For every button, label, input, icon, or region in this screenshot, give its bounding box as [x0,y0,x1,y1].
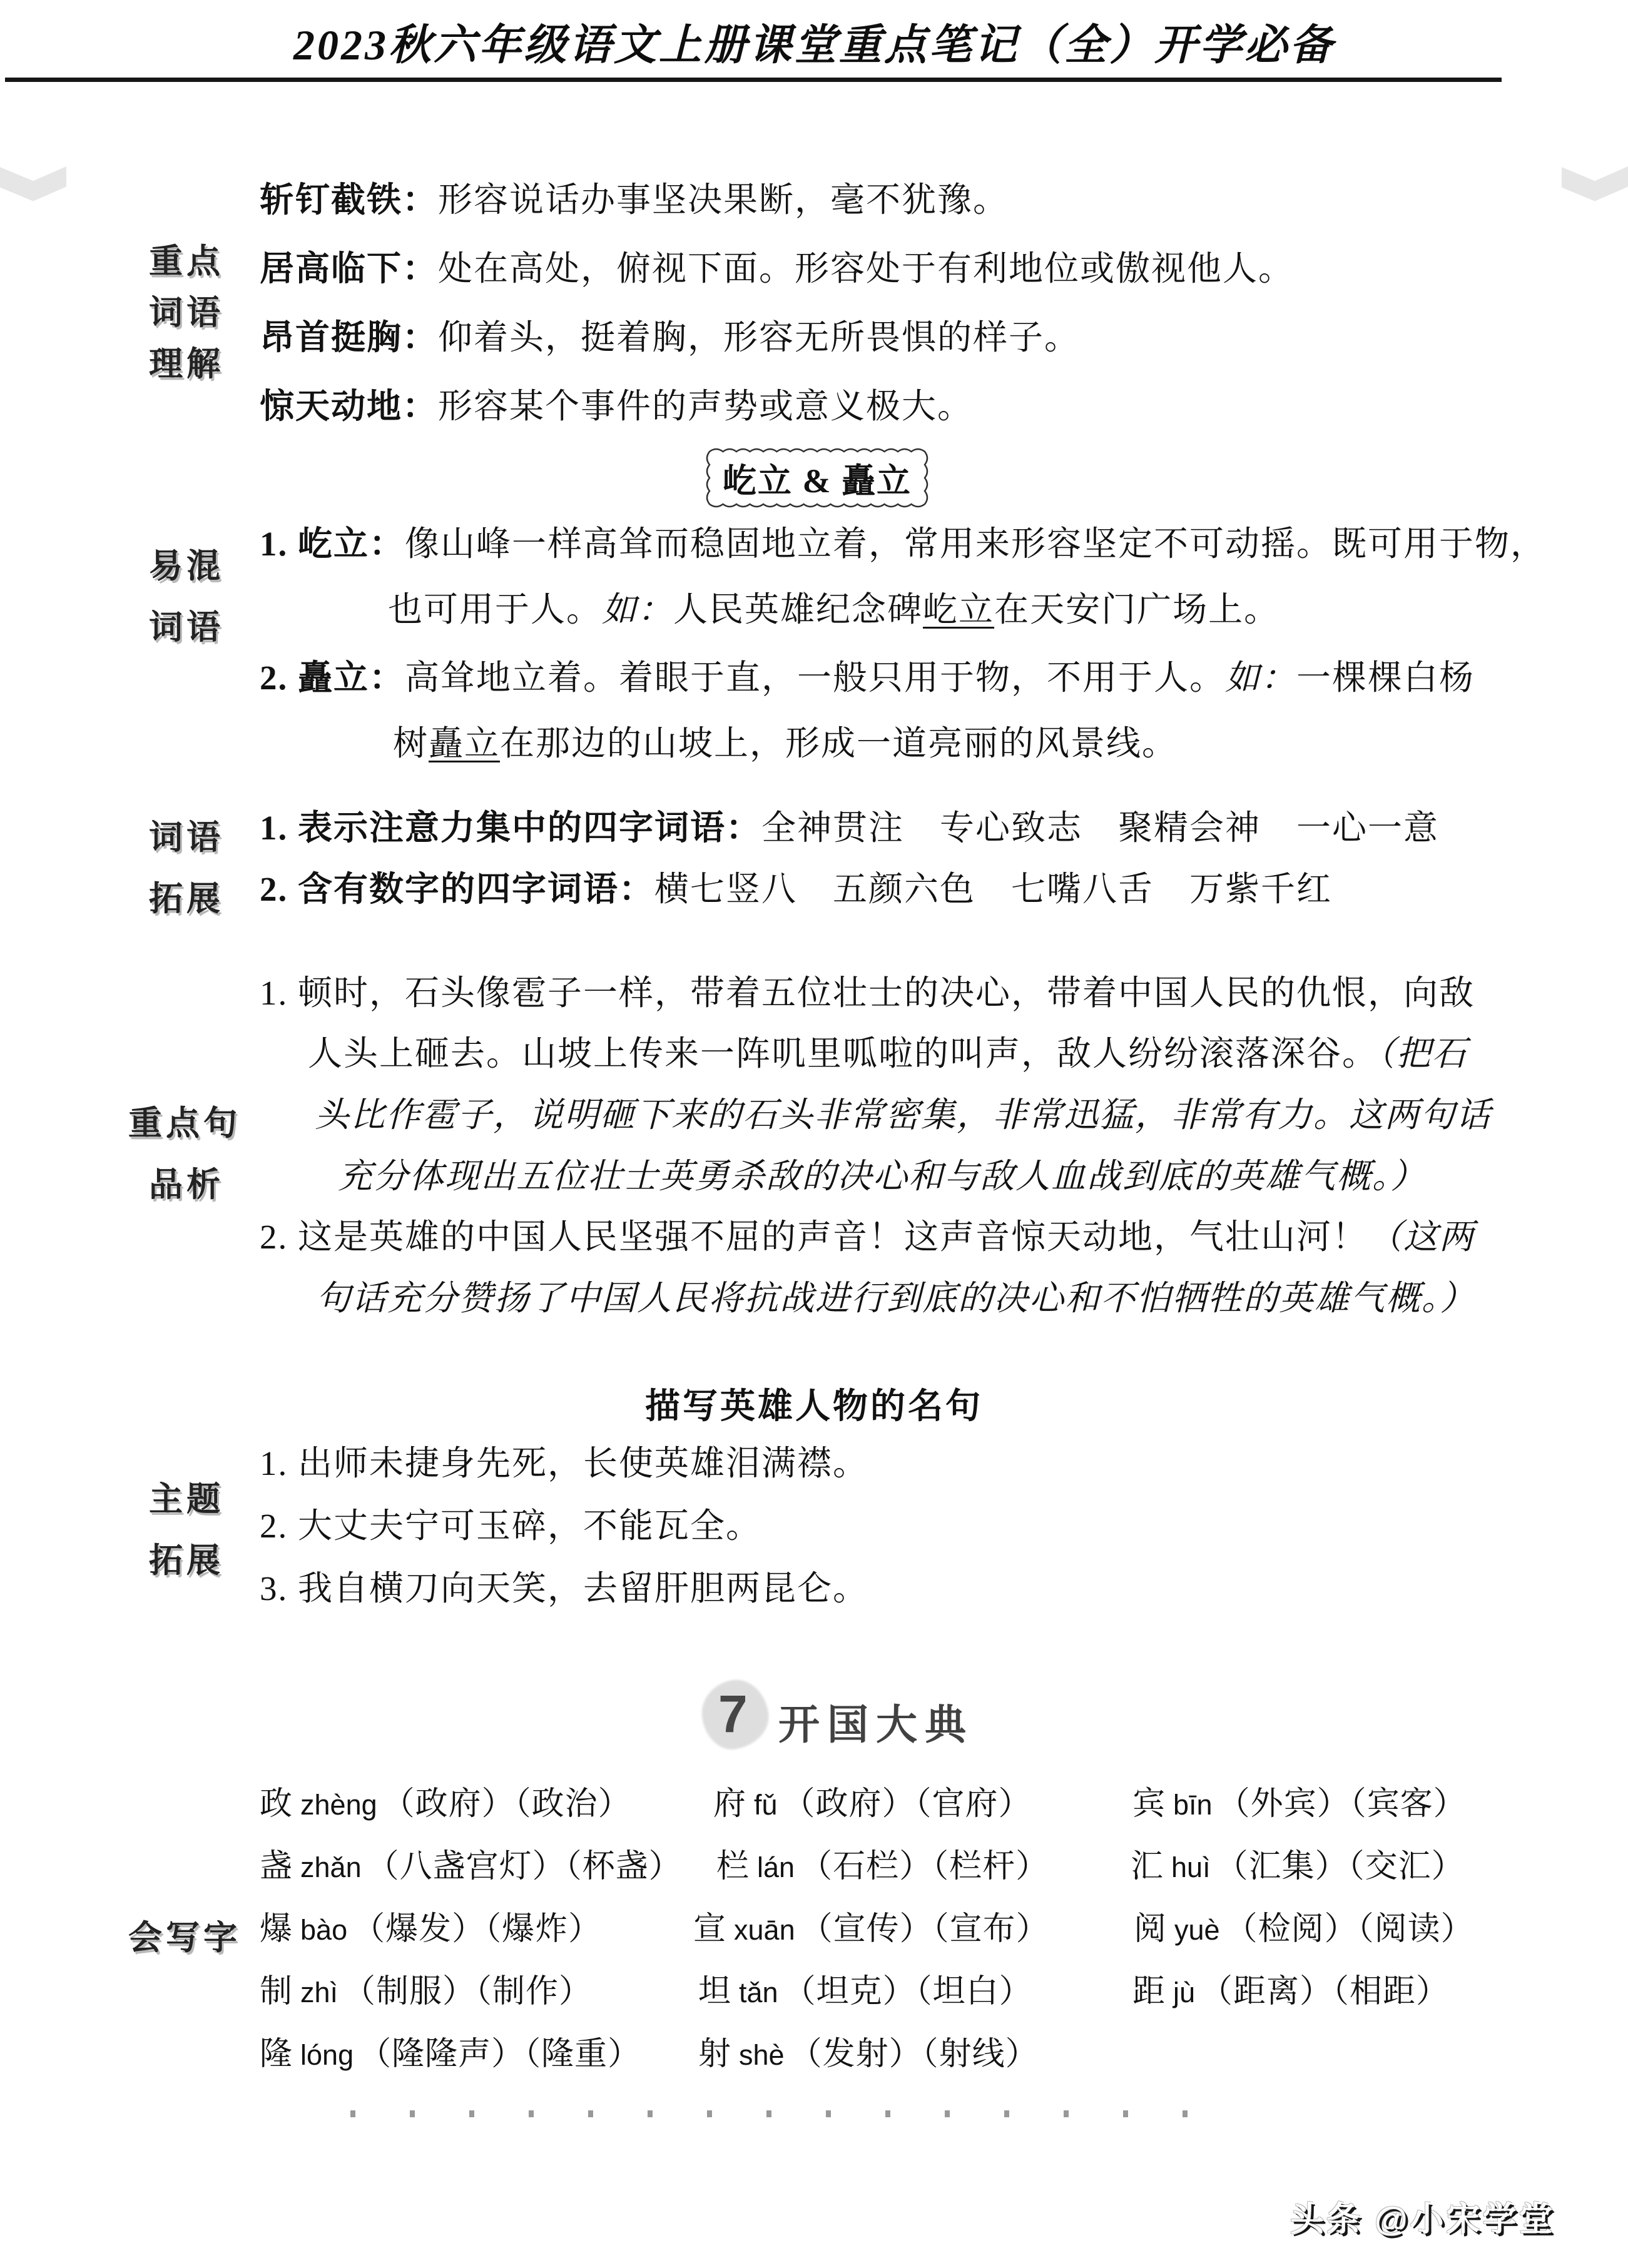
pinyin: yuè [1174,1914,1220,1946]
character-entry [260,1973,592,2011]
example-words: （制服）（制作） [343,1974,593,2010]
example-words: （政府）（政治） [382,1786,631,1822]
underlined-word: 屹立 [923,590,995,629]
confusable-title-box [702,445,932,510]
character-entry [260,1911,601,1948]
deco-chevron-right [1562,166,1628,203]
confusable-box-title: 屹立 & 矗立 [723,462,912,500]
pinyin: bào [300,1914,348,1946]
character-entry [260,1848,682,1886]
word-list: 全神贯注 专心致志 聚精会神 一心一意 [761,809,1440,847]
character-entry [713,1786,1032,1823]
section-label-sentences-1: 重点句 [128,1105,241,1142]
theme-quote: 1. 出师未捷身先死，长使英雄泪满襟。 [260,1444,869,1482]
pinyin: bīn [1173,1789,1213,1821]
deco-chevron-left [0,166,66,203]
keyword-item [260,180,1009,220]
section-label-confusable-1: 易混 [149,547,224,585]
text: 人头上砸去。山坡上传来一阵叽里呱啦的叫声，敌人纷纷滚落深谷。 [308,1035,1378,1073]
pinyin: huì [1171,1851,1211,1883]
lesson-title: 开国大典 [778,1701,974,1748]
example-words: （隆隆声）（隆重） [359,2037,641,2072]
hanzi: 制 [260,1974,293,2010]
character-entry [698,1973,1032,2011]
keyword-def: 形容某个事件的声势或意义极大。 [438,387,974,425]
keyword-def: 仰着头，挺着胸，形容无所畏惧的样子。 [438,318,1081,357]
pinyin: tǎn [739,1977,778,2008]
character-entry [1134,1911,1474,1948]
expansion-item1 [260,808,1439,848]
pinyin: jù [1173,1977,1196,2008]
example-words: （八盏宫灯）（杯盏） [366,1849,682,1885]
clipped-text-row [350,2110,1220,2117]
example-words: （检阅）（阅读） [1224,1911,1474,1947]
pinyin: lóng [300,2039,354,2071]
section-label-keywords-1: 重点 [149,243,224,280]
keyword-term: 斩钉截铁： [260,181,439,219]
keyword-item [260,387,973,426]
sentence1-line1: 1. 顿时，石头像雹子一样，带着五位壮士的决心，带着中国人民的仇恨，向敌 [260,974,1475,1012]
confusable-item1-line2 [388,590,1280,629]
example-words: （汇集）（交汇） [1215,1849,1465,1885]
hanzi: 距 [1132,1974,1166,2010]
keyword-item [260,249,1294,288]
text: 像山峰一样高耸而稳固地立着，常用来形容坚定不可动摇。既可用于物， [405,525,1547,563]
keyword-def: 处在高处，俯视下面。形容处于有利地位或傲视他人。 [438,250,1295,288]
hanzi: 府 [713,1786,747,1822]
character-entry [1131,1848,1465,1886]
pinyin: fǔ [754,1789,778,1821]
example-words: （宣传）（宣布） [800,1911,1049,1947]
text: 一棵棵白杨 [1296,659,1475,697]
word-list: 横七竖八 五颜六色 七嘴八舌 万紫千红 [654,870,1333,908]
confusable-term: 1. 屹立： [260,525,405,563]
section-label-characters: 会写字 [128,1919,241,1957]
hanzi: 宣 [693,1911,727,1947]
hanzi: 栏 [716,1849,750,1885]
text: 在天安门广场上。 [994,590,1280,629]
confusable-item2-line2 [393,724,1178,763]
text: 树 [393,724,429,762]
keyword-term: 昂首挺胸： [260,318,439,357]
character-entry [260,1786,631,1823]
pinyin: shè [739,2039,785,2071]
section-label-keywords-3: 理解 [149,345,224,383]
hanzi: 爆 [260,1911,293,1947]
theme-header: 描写英雄人物的名句 [645,1386,983,1425]
sentence1-line2 [308,1034,1468,1073]
pinyin: zhǎn [300,1851,362,1883]
keyword-item [260,318,1080,357]
text: 高耸地立着。着眼于直，一般只用于物，不用于人。 [405,659,1226,697]
expansion-lead: 2. 含有数字的四字词语： [260,870,655,908]
example-words: （发射）（射线） [789,2037,1039,2072]
text: 在那边的山坡上，形成一道亮丽的风景线。 [500,724,1178,762]
pinyin: zhì [300,1977,338,2008]
example-words: （坦克）（坦白） [783,1974,1032,2010]
section-label-confusable-2: 词语 [149,609,224,646]
character-entry [716,1848,1049,1886]
expansion-item2 [260,869,1332,909]
example-words: （爆发）（爆炸） [352,1911,602,1947]
keyword-term: 惊天动地： [260,387,439,425]
pinyin: lán [757,1851,795,1883]
keyword-term: 居高临下： [260,250,439,288]
character-entry [698,2036,1039,2073]
hanzi: 射 [698,2037,732,2072]
example-marker: 如： [1225,659,1297,697]
pinyin: xuān [734,1914,795,1946]
character-entry [693,1911,1049,1948]
example-words: （外宾）（宾客） [1217,1786,1467,1822]
text: 也可用于人。 [388,590,603,629]
sentence1-line4: 充分体现出五位壮士英勇杀敌的决心和与敌人血战到底的英雄气概。） [338,1157,1427,1195]
sentence2-line2: 句话充分赞扬了中国人民将抗战进行到底的决心和不怕牺牲的英雄气概。） [316,1279,1476,1317]
page-title: 2023秋六年级语文上册课堂重点笔记（全）开学必备 [293,21,1335,69]
confusable-term: 2. 矗立： [260,659,405,697]
character-entry [1132,1973,1449,2011]
hanzi: 政 [260,1786,293,1822]
example-words: （石栏）（栏杆） [800,1849,1049,1885]
hanzi: 隆 [260,2037,293,2072]
hanzi: 宾 [1132,1786,1166,1822]
sentence2-line1 [260,1217,1475,1257]
confusable-item1-line1 [260,524,1546,564]
section-label-keywords-2: 词语 [149,294,224,332]
section-label-sentences-2: 品析 [149,1166,224,1203]
analysis-text: （把石 [1378,1035,1468,1073]
text: 人民英雄纪念碑 [673,590,923,629]
section-label-theme-1: 主题 [149,1481,224,1518]
analysis-text: （这两 [1368,1218,1475,1256]
hanzi: 阅 [1134,1911,1168,1947]
example-words: （距离）（相距） [1200,1974,1450,2010]
text: 2. 这是英雄的中国人民坚强不屈的声音！这声音惊天动地，气壮山河！ [260,1218,1368,1256]
underlined-word: 矗立 [429,724,501,762]
pinyin: zhèng [300,1789,377,1821]
hanzi: 坦 [698,1974,732,2010]
section-label-theme-2: 拓展 [149,1542,224,1579]
title-rule [5,78,1502,82]
theme-quote: 2. 大丈夫宁可玉碎，不能瓦全。 [260,1507,762,1545]
section-label-expansion-1: 词语 [149,819,224,856]
sentence1-line3: 头比作雹子，说明砸下来的石头非常密集，非常迅猛，非常有力。这两句话 [315,1096,1492,1134]
character-entry [260,2036,641,2073]
example-marker: 如： [602,590,674,629]
keyword-def: 形容说话办事坚决果断，毫不犹豫。 [438,181,1009,219]
section-label-expansion-2: 拓展 [149,880,224,918]
watermark: 头条 @小宋学堂 [1290,2200,1555,2238]
lesson-number: 7 [718,1684,748,1743]
confusable-item2-line1 [260,658,1475,697]
theme-quote: 3. 我自横刀向天笑，去留肝胆两昆仑。 [260,1569,869,1607]
expansion-lead: 1. 表示注意力集中的四字词语： [260,809,762,847]
character-entry [1132,1786,1467,1823]
hanzi: 盏 [260,1849,293,1885]
hanzi: 汇 [1131,1849,1164,1885]
example-words: （政府）（官府） [782,1786,1032,1822]
